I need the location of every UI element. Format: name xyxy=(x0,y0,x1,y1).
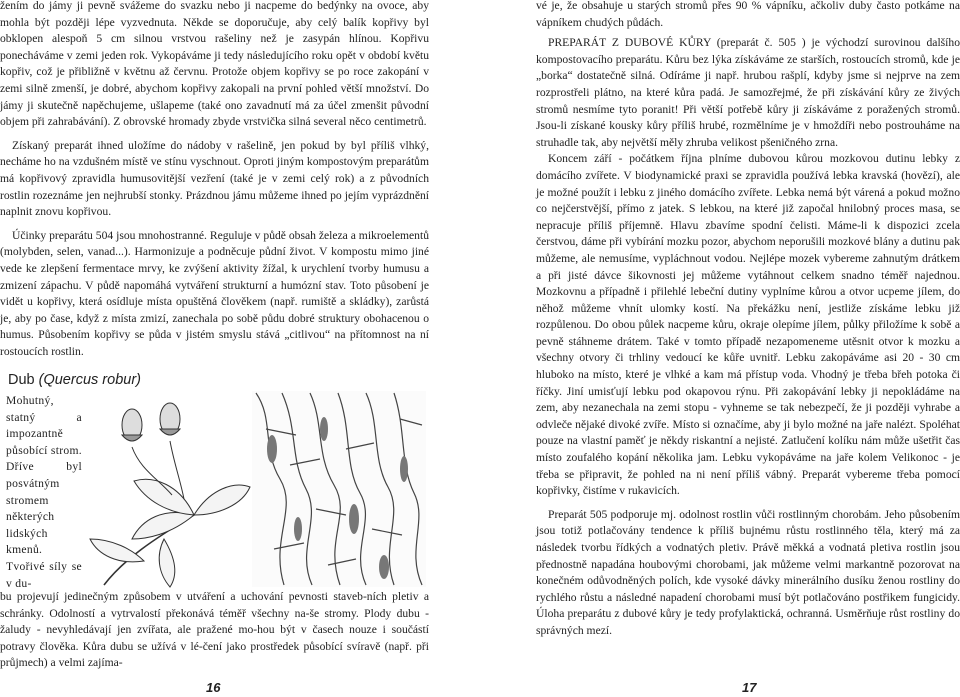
right-page-text xyxy=(536,0,960,640)
right-paragraph-2: PREPARÁT Z DUBOVÉ KŮRY (preparát č. 505 ) je východzí surovinou dalšího kompostovacího preparátu. Kůru bez lýka získáváme ze starších, rostoucích stromů, kde je „borka“ dostatečně silná. Odíráme ji např. hrubou rašplí, kdyby jsme si nejprve na zem rozprostřeli plátno, na které kůra padá. Je samozřejmé, že při získávání kůry ze živých stromů nesmíme tyto poranit! Při větší potřebě kůry ji získáváme z poražených stromů. Jsou-li získané kousky kůry příliš hrubé, rozmělníme je v hmoždíři nebo postrouháme na struhadle tak, aby největší měly zhruba velikost pšeničného zrna. xyxy=(536,36,960,149)
left-page-text xyxy=(0,0,429,672)
oak-figure-block xyxy=(0,393,429,589)
left-paragraph-3: Účinky preparátu 504 jsou mnohostranné. Reguluje v půdě obsah železa a mikroelementů (molybden, selen, vanad...). Harmonizuje a podněcuje půdní život. V kompostu mimo jiné vede ke zlepšení fermentace mrvy, ke zvýšení aktivity žížal, k urychlení tvorby humusu a zmizení zápachu. V půdě napomáhá vytváření strukturní a humózní stav. Toto působení je vidět u kopřivy, která osídluje místa opuštěná člověkem (např. rumiště a skládky), zarůstá je, aby po čase, když z místa zmizí, zanechala po sobě půdu dobré struktury obohacenou o humus. Působením kopřivy se půda v jistém smyslu stává „citlivou“ na přítomnost na ní rostoucích rostlin. xyxy=(0,228,429,358)
right-paragraph-3: Koncem září - počátkem října plníme dubovou kůrou mozkovou dutinu lebky z domácího zvířete. V biodynamické praxi se zpravidla používá lebka kravská (hovězí), ale je možné použít i lebku z jiného domácího zvířete. Lebka nemá být várená a pokud možno co nejčerstvější, přímo z jatek. S lebkou, na které již započal hnilobný proces masa, se nepracuje příliš příjemně. Hlavu zbavíme spodní čelisti. Máme-li k dispozici zcela čerstvou, dáme při vybírání mozku pozor, abychom neporušili mozkové blány a dutinu pak můžeme, ale nemusíme, vypláchnout vodou. Nejlépe mozek vybereme zahnutým drátkem a při jisté dávce šikovnosti jej můžeme vytáhnout celkem snadno téměř najednou. Mozkovnu a případně i přilehlé lebeční dutiny vyplníme kůrou a otvor ucpeme jílem, do něhož můžeme vhnít ulomky kostí. Na překážku není, jestliže získáme lebku již rozpůlenou. Do obou půlek nacpeme kůru, okraje olepíme jílem, půlky přiložíme k sobě a pevně stáhneme drátem. Také v tomto případě nezapomeneme utěsnit otvor k mozku a všechny otvory či trhliny vedoucí ke kůře uvnitř. Lebku zakopáváme asi 20 - 30 cm hluboko na místo, které je vlhké a kam má přístup voda. Vhodný je třeba břeh potoka či říčky. Jiní umisťují lebku pod okapovou rýnu. Při zakopávání lebky ji nepokládáme na zem, aby nezanechala na zemi stopu - vyhneme se tak nebezpečí, že ji později vyhrabe a odvleče nějaké divoké zvíře. Místo si označíme, aby ji bylo možné na jaře nalézt. Spoléhat pouze na vlastní paměť je někdy riskantní a nejisté. Zatlučení kolíku nám může ušetřit čas místo zoufalého kopání několika jam. Lebku vykopáváme na jaře kolem Velikonoc - je třeba se připravit, že pohled na ni není příliš vábný. Preparát vybereme třeba pomocí kopřivky, čistíme v rukavicích. xyxy=(536,152,960,498)
oak-bark-drawing xyxy=(252,391,426,587)
page-number-left: 16 xyxy=(206,680,221,695)
oak-illustration xyxy=(84,389,428,589)
oak-intro-text: Mohutný, statný a impozantně působící strom. Dříve byl posvátným stromem některých lidských kmenů. Tvořivé síly se v du- xyxy=(6,394,82,590)
oak-section-title xyxy=(8,372,429,389)
right-paragraph-1: vé je, že obsahuje u starých stromů přes 90 % vápníku, ačkoliv duby často potkáme na vápníkem chudých půdách. xyxy=(536,0,960,29)
right-paragraph-4: Preparát 505 podporuje mj. odolnost rostlin vůči rostlinným chorobám. Jeho působením jsou totiž potlačovány tendence k příliš bujnému růstu rostlinného těla, který má za následek tvorbu řídkých a vodnatých pletiv. Právě měkká a vodnatá pletiva rostlin jsou přednostně napadána houbovými chorobami, jak můžeme velmi markantně pozorovat na konečném odůvodněných polích, kde vysoké dávky minerálního dusíku ženou rostliny do rychlého růstu a následné napadení chorobami musí být potlačováno postřikem fungicidy. Úloha preparátu z dubové kůry je tedy profylaktická, ochranná. Usměrňuje růst rostliny do správných mezí. xyxy=(536,507,960,637)
oak-branch-drawing xyxy=(90,479,250,587)
oak-description-paragraph: bu projevují jedinečným způsobem v utváření a uchování pevnosti staveb-ních pletiv a schránky. Odolností a vytrvalostí překonává téměř všechny na-še stromy. Plody dubu - žaludy - nevyhledávají jen zvířata, ale pražené mo-hou být v časech nouze i součástí potravy člověka. Kůra dubu se užívá v lé-čení jako prostředek působící svíravě (např. při průjmech) a velmi zajíma- xyxy=(0,590,429,670)
left-paragraph-1: žením do jámy ji pevně svážeme do svazku nebo ji nacpeme do bedýnky na ovoce, aby mohla být později lépe vyzvednuta. Někde se doporučuje, aby celý balík kopřivy byl obklopen alespoň 5 cm silnou vrstvou rašeliny než je zasypán hlínou. Kopřivu ponecháváme v zemi jeden rok. Vykopáváme ji tedy následujícího roku opět v období květu kopřiv, což je přibližně v květnu až červnu. Protože objem kopřivy se po roce zakopání v zemi silně zmenší, je dobré, abychom kopřivy zakopali na první pohled větší množství. Do jámy ji skutečně napěchujeme, ušlapeme (také ono zavadnutí má za účel zmenšit původní objem při zahrabávání). Z obrovské hromady zbyde vrstvička silná several něco centimetrů. xyxy=(0,0,429,129)
oak-title-latin: (Quercus robur) xyxy=(38,372,141,389)
page-number-right: 17 xyxy=(742,680,757,695)
oak-title-main: Dub xyxy=(8,372,39,389)
left-paragraph-2: Získaný preparát ihned uložíme do nádoby v rašelině, jen pokud by byl příliš vlhký, necháme ho na vzdušném místě ve stínu vyschnout. Oproti jiným kompostovým preparátům má kopřivový zpravidla humusovitější vezření (také je v zemi celý rok) a z původních rostlin rozeznáme jen nejhrubší stonky. Prázdnou jámu můžeme ihned po jejím vyprázdnění naplnit znovu kopřivou. xyxy=(0,138,429,219)
